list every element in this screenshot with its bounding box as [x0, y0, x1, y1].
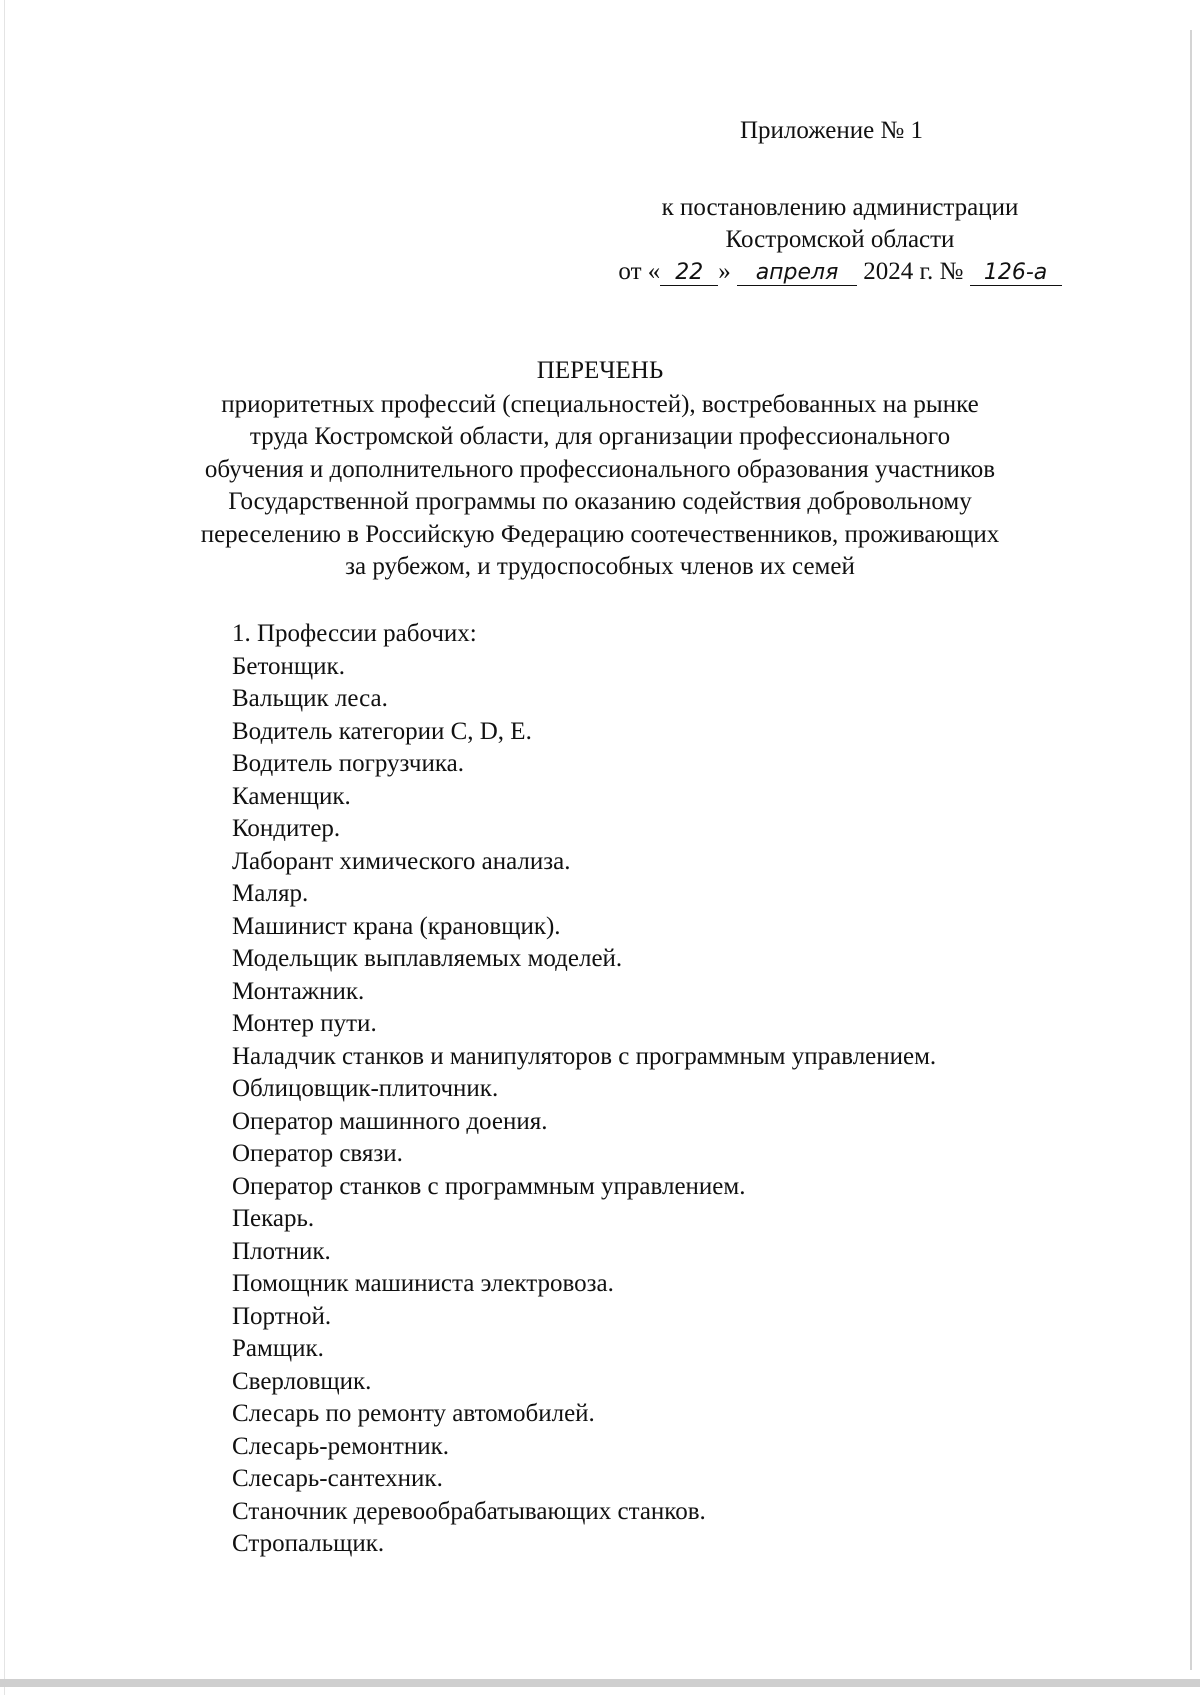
appendix-label: Приложение № 1 — [740, 117, 924, 144]
handwritten-day: 22 — [660, 261, 718, 286]
list-item: Оператор машинного доения. — [232, 1107, 548, 1135]
list-item: Монтажник. — [232, 977, 365, 1005]
list-item: Каменщик. — [232, 782, 351, 810]
list-item: Сверловщик. — [232, 1367, 372, 1395]
list-item: Портной. — [232, 1302, 332, 1330]
list-item: Оператор станков с программным управлением. — [232, 1172, 746, 1200]
scan-edge-right — [1190, 30, 1192, 1670]
list-item: Вальщик леса. — [232, 685, 388, 712]
list-item: Плотник. — [232, 1237, 331, 1265]
list-item: Слесарь по ремонту автомобилей. — [232, 1400, 595, 1427]
handwritten-number: 126-а — [970, 261, 1062, 286]
list-item: Рамщик. — [232, 1335, 324, 1362]
list-item: Модельщик выплавляемых моделей. — [232, 945, 623, 972]
date-prefix: от « — [618, 258, 661, 285]
resolution-reference — [580, 192, 1100, 288]
resolution-line-1: к постановлению администрации — [661, 194, 1019, 221]
title-heading: ПЕРЕЧЕНЬ — [536, 357, 664, 384]
list-item: Машинист крана (крановщик). — [232, 912, 561, 940]
scan-edge-bottom — [0, 1679, 1200, 1687]
handwritten-month: апреля — [737, 261, 857, 286]
list-item: Маляр. — [232, 880, 309, 907]
title-line: Государственной программы по оказанию содействия добровольному — [228, 488, 972, 515]
list-item: Наладчик станков и манипуляторов с программным управлением. — [232, 1042, 937, 1070]
list-item: Бетонщик. — [232, 652, 345, 680]
section-title: 1. Профессии рабочих: — [232, 620, 477, 647]
list-item: Пекарь. — [232, 1205, 315, 1232]
list-item: Станочник деревообрабатывающих станков. — [232, 1497, 706, 1525]
resolution-date-line — [580, 256, 1100, 288]
title-line: труда Костромской области, для организации профессионального — [249, 423, 951, 450]
list-item: Помощник машиниста электровоза. — [232, 1270, 614, 1297]
title-line: обучения и дополнительного профессионального образования участников — [204, 455, 996, 483]
date-mid: » — [718, 258, 731, 285]
date-year-text: 2024 г. № — [863, 258, 964, 285]
resolution-line-2: Костромской области — [725, 226, 955, 253]
list-item: Слесарь-сантехник. — [232, 1465, 443, 1492]
document-title — [100, 355, 1100, 584]
professions-list — [232, 651, 1092, 1561]
professions-section — [232, 618, 1092, 1561]
list-item: Стропальщик. — [232, 1530, 385, 1557]
scan-edge-left — [4, 0, 5, 1695]
title-line: приоритетных профессий (специальностей), востребованных на рынке — [221, 390, 979, 418]
title-line: за рубежом, и трудоспособных членов их семей — [345, 553, 855, 580]
list-item: Кондитер. — [232, 815, 341, 842]
list-item: Слесарь-ремонтник. — [232, 1432, 449, 1460]
list-item: Водитель категории C, D, E. — [232, 717, 532, 745]
list-item: Оператор связи. — [232, 1140, 403, 1167]
list-item: Лаборант химического анализа. — [232, 847, 571, 875]
list-item: Монтер пути. — [232, 1010, 377, 1037]
title-line: переселению в Российскую Федерацию соотечественников, проживающих — [200, 520, 1000, 548]
list-item: Облицовщик-плиточник. — [232, 1075, 499, 1102]
list-item: Водитель погрузчика. — [232, 750, 464, 777]
